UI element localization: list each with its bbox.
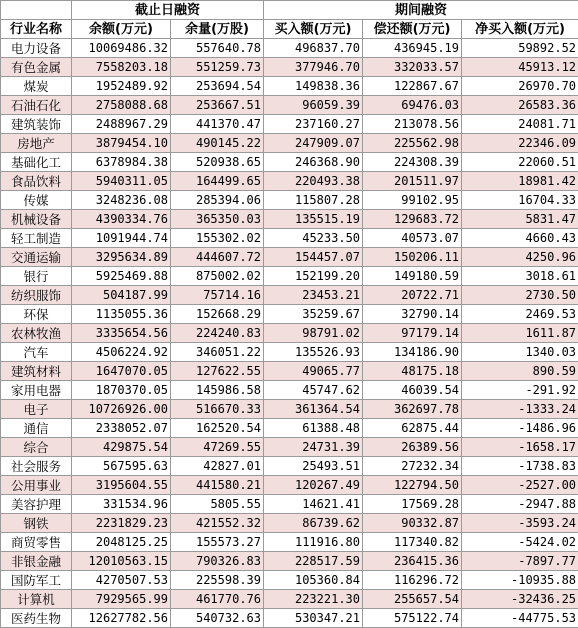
cell-balance: 3248236.08 [72, 191, 171, 210]
cell-repay-amount: 62875.44 [363, 419, 462, 438]
cell-balance: 7929565.99 [72, 590, 171, 609]
cell-buy-amount: 45233.50 [264, 229, 363, 248]
cell-industry: 基础化工 [1, 153, 72, 172]
column-header-row [1, 20, 578, 39]
cell-industry: 汽车 [1, 343, 72, 362]
closing-balance-header: 截止日融资 [72, 1, 264, 20]
cell-industry: 轻工制造 [1, 229, 72, 248]
table-row [1, 419, 578, 438]
cell-balance: 1135055.36 [72, 305, 171, 324]
period-financing-header: 期间融资 [264, 1, 578, 20]
table-row [1, 58, 578, 77]
cell-balance: 3295634.89 [72, 248, 171, 267]
cell-balance: 1647070.05 [72, 362, 171, 381]
cell-repay-amount: 26389.56 [363, 438, 462, 457]
cell-industry: 国防军工 [1, 571, 72, 590]
cell-industry: 有色金属 [1, 58, 72, 77]
cell-buy-amount: 228517.59 [264, 552, 363, 571]
cell-balance: 5940311.05 [72, 172, 171, 191]
cell-industry: 银行 [1, 267, 72, 286]
cell-buy-amount: 105360.84 [264, 571, 363, 590]
cell-industry: 社会服务 [1, 457, 72, 476]
cell-buy-amount: 361364.54 [264, 400, 363, 419]
cell-industry: 机械设备 [1, 210, 72, 229]
table-row [1, 324, 578, 343]
table-row [1, 533, 578, 552]
cell-repay-amount: 436945.19 [363, 39, 462, 58]
cell-buy-amount: 61388.48 [264, 419, 363, 438]
cell-volume: 152668.29 [171, 305, 264, 324]
cell-balance: 5925469.88 [72, 267, 171, 286]
cell-buy-amount: 149838.36 [264, 77, 363, 96]
cell-net-buy: 18981.42 [462, 172, 578, 191]
cell-industry: 石油石化 [1, 96, 72, 115]
cell-net-buy: -2527.00 [462, 476, 578, 495]
cell-repay-amount: 116296.72 [363, 571, 462, 590]
cell-buy-amount: 111916.80 [264, 533, 363, 552]
cell-balance: 3195604.55 [72, 476, 171, 495]
cell-volume: 365350.03 [171, 210, 264, 229]
table-row [1, 305, 578, 324]
cell-industry: 非银金融 [1, 552, 72, 571]
cell-net-buy: 5831.47 [462, 210, 578, 229]
cell-volume: 346051.22 [171, 343, 264, 362]
cell-net-buy: -1486.96 [462, 419, 578, 438]
cell-industry: 通信 [1, 419, 72, 438]
cell-net-buy: 22346.09 [462, 134, 578, 153]
table-row [1, 362, 578, 381]
cell-repay-amount: 150206.11 [363, 248, 462, 267]
cell-balance: 4390334.76 [72, 210, 171, 229]
cell-industry: 美容护理 [1, 495, 72, 514]
cell-repay-amount: 122794.50 [363, 476, 462, 495]
col-header-industry: 行业名称 [1, 20, 72, 39]
table-row [1, 172, 578, 191]
table-row [1, 381, 578, 400]
cell-net-buy: 59892.52 [462, 39, 578, 58]
cell-repay-amount: 255657.54 [363, 590, 462, 609]
cell-volume: 155573.27 [171, 533, 264, 552]
cell-industry: 计算机 [1, 590, 72, 609]
table-row [1, 115, 578, 134]
cell-net-buy: -44775.53 [462, 609, 578, 628]
table-row [1, 191, 578, 210]
cell-industry: 公用事业 [1, 476, 72, 495]
cell-net-buy: -5424.02 [462, 533, 578, 552]
cell-volume: 253667.51 [171, 96, 264, 115]
cell-net-buy: -1738.83 [462, 457, 578, 476]
cell-industry: 食品饮料 [1, 172, 72, 191]
cell-repay-amount: 46039.54 [363, 381, 462, 400]
cell-buy-amount: 14621.41 [264, 495, 363, 514]
cell-net-buy: -3593.24 [462, 514, 578, 533]
cell-volume: 47269.55 [171, 438, 264, 457]
cell-volume: 520938.65 [171, 153, 264, 172]
table-row [1, 400, 578, 419]
cell-repay-amount: 224308.39 [363, 153, 462, 172]
cell-volume: 5805.55 [171, 495, 264, 514]
cell-balance: 12010563.15 [72, 552, 171, 571]
table-row [1, 248, 578, 267]
cell-net-buy: 4250.96 [462, 248, 578, 267]
cell-buy-amount: 98791.02 [264, 324, 363, 343]
cell-buy-amount: 135526.93 [264, 343, 363, 362]
cell-net-buy: 22060.51 [462, 153, 578, 172]
col-header-repay-amount: 偿还额(万元) [363, 20, 462, 39]
cell-buy-amount: 115807.28 [264, 191, 363, 210]
table-row [1, 609, 578, 628]
cell-industry: 电力设备 [1, 39, 72, 58]
cell-volume: 42827.01 [171, 457, 264, 476]
cell-buy-amount: 35259.67 [264, 305, 363, 324]
cell-volume: 540732.63 [171, 609, 264, 628]
cell-buy-amount: 24731.39 [264, 438, 363, 457]
cell-volume: 557640.78 [171, 39, 264, 58]
cell-buy-amount: 96059.39 [264, 96, 363, 115]
cell-net-buy: -291.92 [462, 381, 578, 400]
cell-volume: 155302.02 [171, 229, 264, 248]
cell-net-buy: -32436.25 [462, 590, 578, 609]
table-row [1, 552, 578, 571]
cell-balance: 3335654.56 [72, 324, 171, 343]
cell-repay-amount: 213078.56 [363, 115, 462, 134]
cell-repay-amount: 48175.18 [363, 362, 462, 381]
cell-balance: 4506224.92 [72, 343, 171, 362]
table-row [1, 286, 578, 305]
cell-repay-amount: 117340.82 [363, 533, 462, 552]
cell-industry: 农林牧渔 [1, 324, 72, 343]
cell-buy-amount: 25493.51 [264, 457, 363, 476]
table-row [1, 153, 578, 172]
cell-buy-amount: 49065.77 [264, 362, 363, 381]
cell-balance: 429875.54 [72, 438, 171, 457]
cell-buy-amount: 496837.70 [264, 39, 363, 58]
table-row [1, 343, 578, 362]
cell-buy-amount: 223221.30 [264, 590, 363, 609]
cell-industry: 综合 [1, 438, 72, 457]
cell-volume: 490145.22 [171, 134, 264, 153]
table-row [1, 229, 578, 248]
cell-net-buy: 1611.87 [462, 324, 578, 343]
cell-repay-amount: 69476.03 [363, 96, 462, 115]
cell-buy-amount: 246368.90 [264, 153, 363, 172]
cell-buy-amount: 530347.21 [264, 609, 363, 628]
cell-volume: 145986.58 [171, 381, 264, 400]
cell-industry: 交通运输 [1, 248, 72, 267]
table-row [1, 571, 578, 590]
table-row [1, 438, 578, 457]
cell-net-buy: 3018.61 [462, 267, 578, 286]
cell-industry: 钢铁 [1, 514, 72, 533]
table-row [1, 134, 578, 153]
cell-net-buy: 1340.03 [462, 343, 578, 362]
cell-balance: 10069486.32 [72, 39, 171, 58]
col-header-buy-amount: 买入额(万元) [264, 20, 363, 39]
cell-buy-amount: 152199.20 [264, 267, 363, 286]
table-row [1, 590, 578, 609]
cell-repay-amount: 20722.71 [363, 286, 462, 305]
cell-balance: 6378984.38 [72, 153, 171, 172]
cell-volume: 164499.65 [171, 172, 264, 191]
cell-repay-amount: 32790.14 [363, 305, 462, 324]
cell-balance: 10726926.00 [72, 400, 171, 419]
col-header-net-buy: 净买入额(万元) [462, 20, 578, 39]
cell-net-buy: 26970.70 [462, 77, 578, 96]
cell-repay-amount: 97179.14 [363, 324, 462, 343]
table-body [1, 39, 578, 628]
cell-balance: 1952489.92 [72, 77, 171, 96]
cell-net-buy: 26583.36 [462, 96, 578, 115]
cell-industry: 房地产 [1, 134, 72, 153]
table-row [1, 77, 578, 96]
cell-volume: 421552.32 [171, 514, 264, 533]
cell-repay-amount: 134186.90 [363, 343, 462, 362]
cell-industry: 环保 [1, 305, 72, 324]
cell-net-buy: 45913.12 [462, 58, 578, 77]
cell-industry: 建筑材料 [1, 362, 72, 381]
cell-balance: 331534.96 [72, 495, 171, 514]
table-row [1, 267, 578, 286]
group-header-row [1, 1, 578, 20]
cell-volume: 461770.76 [171, 590, 264, 609]
cell-repay-amount: 99102.95 [363, 191, 462, 210]
cell-buy-amount: 154457.07 [264, 248, 363, 267]
cell-industry: 煤炭 [1, 77, 72, 96]
cell-balance: 4270507.53 [72, 571, 171, 590]
cell-industry: 纺织服饰 [1, 286, 72, 305]
cell-volume: 875002.02 [171, 267, 264, 286]
cell-volume: 127622.55 [171, 362, 264, 381]
cell-volume: 516670.33 [171, 400, 264, 419]
cell-repay-amount: 149180.59 [363, 267, 462, 286]
cell-repay-amount: 122867.67 [363, 77, 462, 96]
cell-repay-amount: 362697.78 [363, 400, 462, 419]
cell-buy-amount: 247909.07 [264, 134, 363, 153]
cell-industry: 商贸零售 [1, 533, 72, 552]
cell-net-buy: 24081.71 [462, 115, 578, 134]
cell-buy-amount: 377946.70 [264, 58, 363, 77]
cell-balance: 1091944.74 [72, 229, 171, 248]
cell-balance: 2231829.23 [72, 514, 171, 533]
cell-net-buy: 4660.43 [462, 229, 578, 248]
cell-volume: 285394.06 [171, 191, 264, 210]
cell-volume: 790326.83 [171, 552, 264, 571]
cell-industry: 家用电器 [1, 381, 72, 400]
cell-balance: 2488967.29 [72, 115, 171, 134]
cell-balance: 3879454.10 [72, 134, 171, 153]
cell-balance: 2048125.25 [72, 533, 171, 552]
cell-industry: 电子 [1, 400, 72, 419]
cell-volume: 441370.47 [171, 115, 264, 134]
cell-repay-amount: 90332.87 [363, 514, 462, 533]
cell-repay-amount: 129683.72 [363, 210, 462, 229]
cell-industry: 建筑装饰 [1, 115, 72, 134]
cell-net-buy: -10935.88 [462, 571, 578, 590]
cell-volume: 253694.54 [171, 77, 264, 96]
cell-balance: 504187.99 [72, 286, 171, 305]
table-row [1, 476, 578, 495]
table-row [1, 39, 578, 58]
cell-volume: 75714.16 [171, 286, 264, 305]
cell-balance: 1870370.05 [72, 381, 171, 400]
cell-balance: 2758088.68 [72, 96, 171, 115]
cell-volume: 225598.39 [171, 571, 264, 590]
cell-repay-amount: 17569.28 [363, 495, 462, 514]
cell-net-buy: -1333.24 [462, 400, 578, 419]
cell-net-buy: 890.59 [462, 362, 578, 381]
cell-buy-amount: 237160.27 [264, 115, 363, 134]
table-row [1, 514, 578, 533]
table-row [1, 457, 578, 476]
cell-volume: 162520.54 [171, 419, 264, 438]
cell-repay-amount: 225562.98 [363, 134, 462, 153]
cell-buy-amount: 23453.21 [264, 286, 363, 305]
cell-net-buy: -2947.88 [462, 495, 578, 514]
cell-net-buy: -7897.77 [462, 552, 578, 571]
cell-repay-amount: 236415.36 [363, 552, 462, 571]
cell-net-buy: 2730.50 [462, 286, 578, 305]
cell-balance: 567595.63 [72, 457, 171, 476]
cell-net-buy: 2469.53 [462, 305, 578, 324]
cell-buy-amount: 220493.38 [264, 172, 363, 191]
cell-buy-amount: 45747.62 [264, 381, 363, 400]
cell-industry: 传媒 [1, 191, 72, 210]
cell-repay-amount: 40573.07 [363, 229, 462, 248]
col-header-balance: 余额(万元) [72, 20, 171, 39]
table-row [1, 96, 578, 115]
cell-volume: 551259.73 [171, 58, 264, 77]
cell-repay-amount: 575122.74 [363, 609, 462, 628]
cell-volume: 224240.83 [171, 324, 264, 343]
col-header-volume: 余量(万股) [171, 20, 264, 39]
cell-repay-amount: 332033.57 [363, 58, 462, 77]
cell-balance: 7558203.18 [72, 58, 171, 77]
cell-repay-amount: 201511.97 [363, 172, 462, 191]
cell-volume: 441580.21 [171, 476, 264, 495]
cell-repay-amount: 27232.34 [363, 457, 462, 476]
cell-net-buy: -1658.17 [462, 438, 578, 457]
blank-header-cell [1, 1, 72, 20]
cell-buy-amount: 86739.62 [264, 514, 363, 533]
table-row [1, 210, 578, 229]
cell-balance: 2338052.07 [72, 419, 171, 438]
cell-volume: 444607.72 [171, 248, 264, 267]
cell-industry: 医药生物 [1, 609, 72, 628]
cell-net-buy: 16704.33 [462, 191, 578, 210]
cell-buy-amount: 120267.49 [264, 476, 363, 495]
cell-balance: 12627782.56 [72, 609, 171, 628]
table-row [1, 495, 578, 514]
cell-buy-amount: 135515.19 [264, 210, 363, 229]
